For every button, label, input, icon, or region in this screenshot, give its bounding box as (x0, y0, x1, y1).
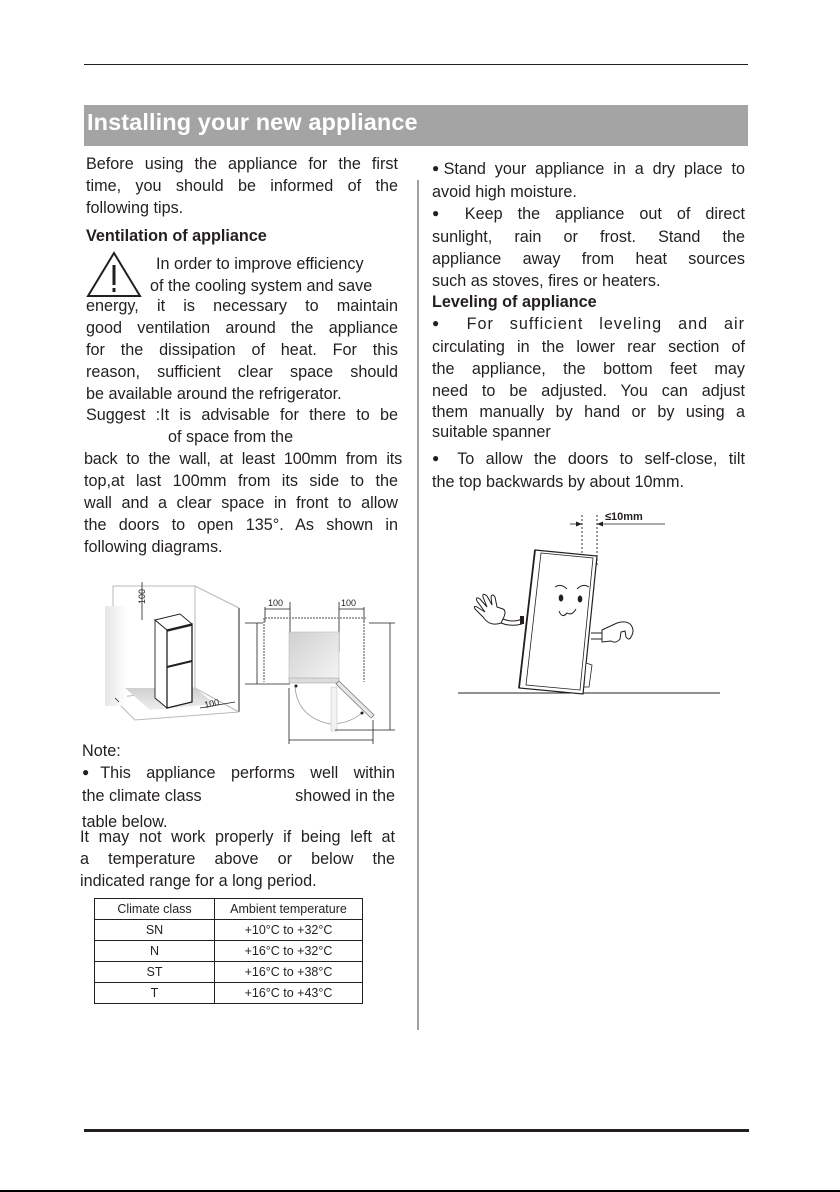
left-gap-label: 100 (268, 598, 284, 608)
intro-line: time, you should be informed of the (86, 177, 398, 195)
dry-place-bullet (432, 158, 745, 203)
note-body-line: It may not work properly if being left at (80, 828, 395, 846)
bullet-line: appliance away from heat sources (432, 250, 745, 268)
bullet-line: need to be adjusted. You can adjust (432, 382, 745, 400)
bullet-line: avoid high moisture. (432, 183, 577, 201)
climate-class-table (94, 898, 363, 1004)
bullet-line: the appliance, the bottom feet may (432, 360, 745, 378)
clearance-plan-diagram (245, 592, 405, 747)
climate-class-cell: SN (95, 920, 215, 941)
temperature-range-cell: +16°C to +38°C (215, 962, 363, 983)
bullet-icon: ● (432, 161, 444, 175)
note-body-line: a temperature above or below the (80, 850, 395, 868)
table-header-row (95, 899, 363, 920)
intro-paragraph (86, 153, 398, 219)
bullet-line: To allow the doors to self-close, tilt (457, 450, 745, 468)
warning-line: of the cooling system and save (150, 277, 373, 295)
section-heading: Installing your new appliance (87, 109, 418, 135)
ventilation-warning (150, 253, 396, 297)
sunlight-bullet (432, 203, 745, 292)
tilt-label: ≤10mm (605, 511, 643, 523)
intro-line: following tips. (86, 199, 184, 217)
bullet-line: Stand your appliance in a dry place to (443, 160, 745, 178)
column-divider (417, 180, 419, 1030)
body-line: be available around the refrigerator. (86, 385, 342, 403)
leveling-bullet (432, 313, 745, 442)
top-clearance-label: 100 (137, 588, 147, 604)
warning-triangle-icon (86, 251, 142, 299)
temperature-range-cell: +16°C to +32°C (215, 941, 363, 962)
bullet-line: Keep the appliance out of direct (464, 205, 746, 223)
bullet-line: the top backwards by about 10mm. (432, 473, 684, 491)
bullet-icon: ● (82, 765, 101, 779)
table-header: Ambient temperature (215, 899, 363, 920)
note-body (80, 826, 395, 892)
bullet-line: circulating in the lower rear section of (432, 338, 745, 356)
bullet-line: suitable spanner (432, 423, 551, 441)
leveling-title: Leveling of appliance (432, 293, 597, 311)
note-title: Note: (82, 742, 121, 760)
self-close-bullet (432, 448, 745, 493)
side-clearance-label: 100 (203, 697, 221, 710)
intro-line: Before using the appliance for the first (86, 155, 398, 173)
suggest-line: following diagrams. (84, 538, 223, 556)
suggest-line: of space from the (168, 428, 294, 446)
bullet-icon: ● (432, 206, 450, 220)
suggest-line: top,at last 100mm from its side to the (84, 472, 398, 490)
body-line: good ventilation around the appliance (86, 319, 398, 337)
note-line: the climate class (82, 787, 202, 805)
suggest-line: wall and a clear space in front to allow (84, 494, 398, 512)
note-body-line: indicated range for a long period. (80, 872, 317, 890)
clearance-3d-diagram (105, 580, 245, 725)
suggest-paragraph (86, 404, 398, 448)
suggest-paragraph-cont (84, 448, 402, 558)
bullet-line: them manually by hand or by using a (432, 403, 745, 421)
climate-class-cell: T (95, 983, 215, 1004)
table-row (95, 941, 363, 962)
table-row (95, 962, 363, 983)
climate-class-cell: N (95, 941, 215, 962)
bottom-rule (84, 1129, 749, 1132)
warning-line: In order to improve efficiency (156, 255, 364, 273)
ventilation-title: Ventilation of appliance (86, 227, 267, 245)
table-row (95, 920, 363, 941)
temperature-range-cell: +10°C to +32°C (215, 920, 363, 941)
tilt-backwards-diagram (455, 505, 725, 700)
note-line: table below. (82, 813, 168, 831)
bullet-line: such as stoves, fires or heaters. (432, 272, 661, 290)
bullet-icon: ● (432, 451, 447, 465)
note-line: showed in the (295, 787, 395, 805)
climate-class-cell: ST (95, 962, 215, 983)
bullet-line: For sufficient leveling and air (466, 315, 746, 333)
body-line: reason, sufficient clear space should (86, 363, 398, 381)
table-header: Climate class (95, 899, 215, 920)
body-line: for the dissipation of heat. For this (86, 341, 398, 359)
table-row (95, 983, 363, 1004)
ventilation-body (86, 295, 398, 405)
bullet-icon: ● (432, 316, 451, 330)
section-heading-bar (84, 105, 748, 146)
top-rule (84, 64, 748, 65)
right-gap-label: 100 (341, 598, 357, 608)
suggest-line: Suggest :It is advisable for there to be (86, 406, 398, 424)
temperature-range-cell: +16°C to +43°C (215, 983, 363, 1004)
suggest-line: the doors to open 135°. As shown in (84, 516, 398, 534)
suggest-line: back to the wall, at least 100mm from its (84, 450, 402, 468)
note-bullet (82, 762, 395, 833)
note-line: This appliance performs well within (100, 764, 395, 782)
bullet-line: sunlight, rain or frost. Stand the (432, 228, 745, 246)
body-line: energy, it is necessary to maintain (86, 297, 398, 315)
